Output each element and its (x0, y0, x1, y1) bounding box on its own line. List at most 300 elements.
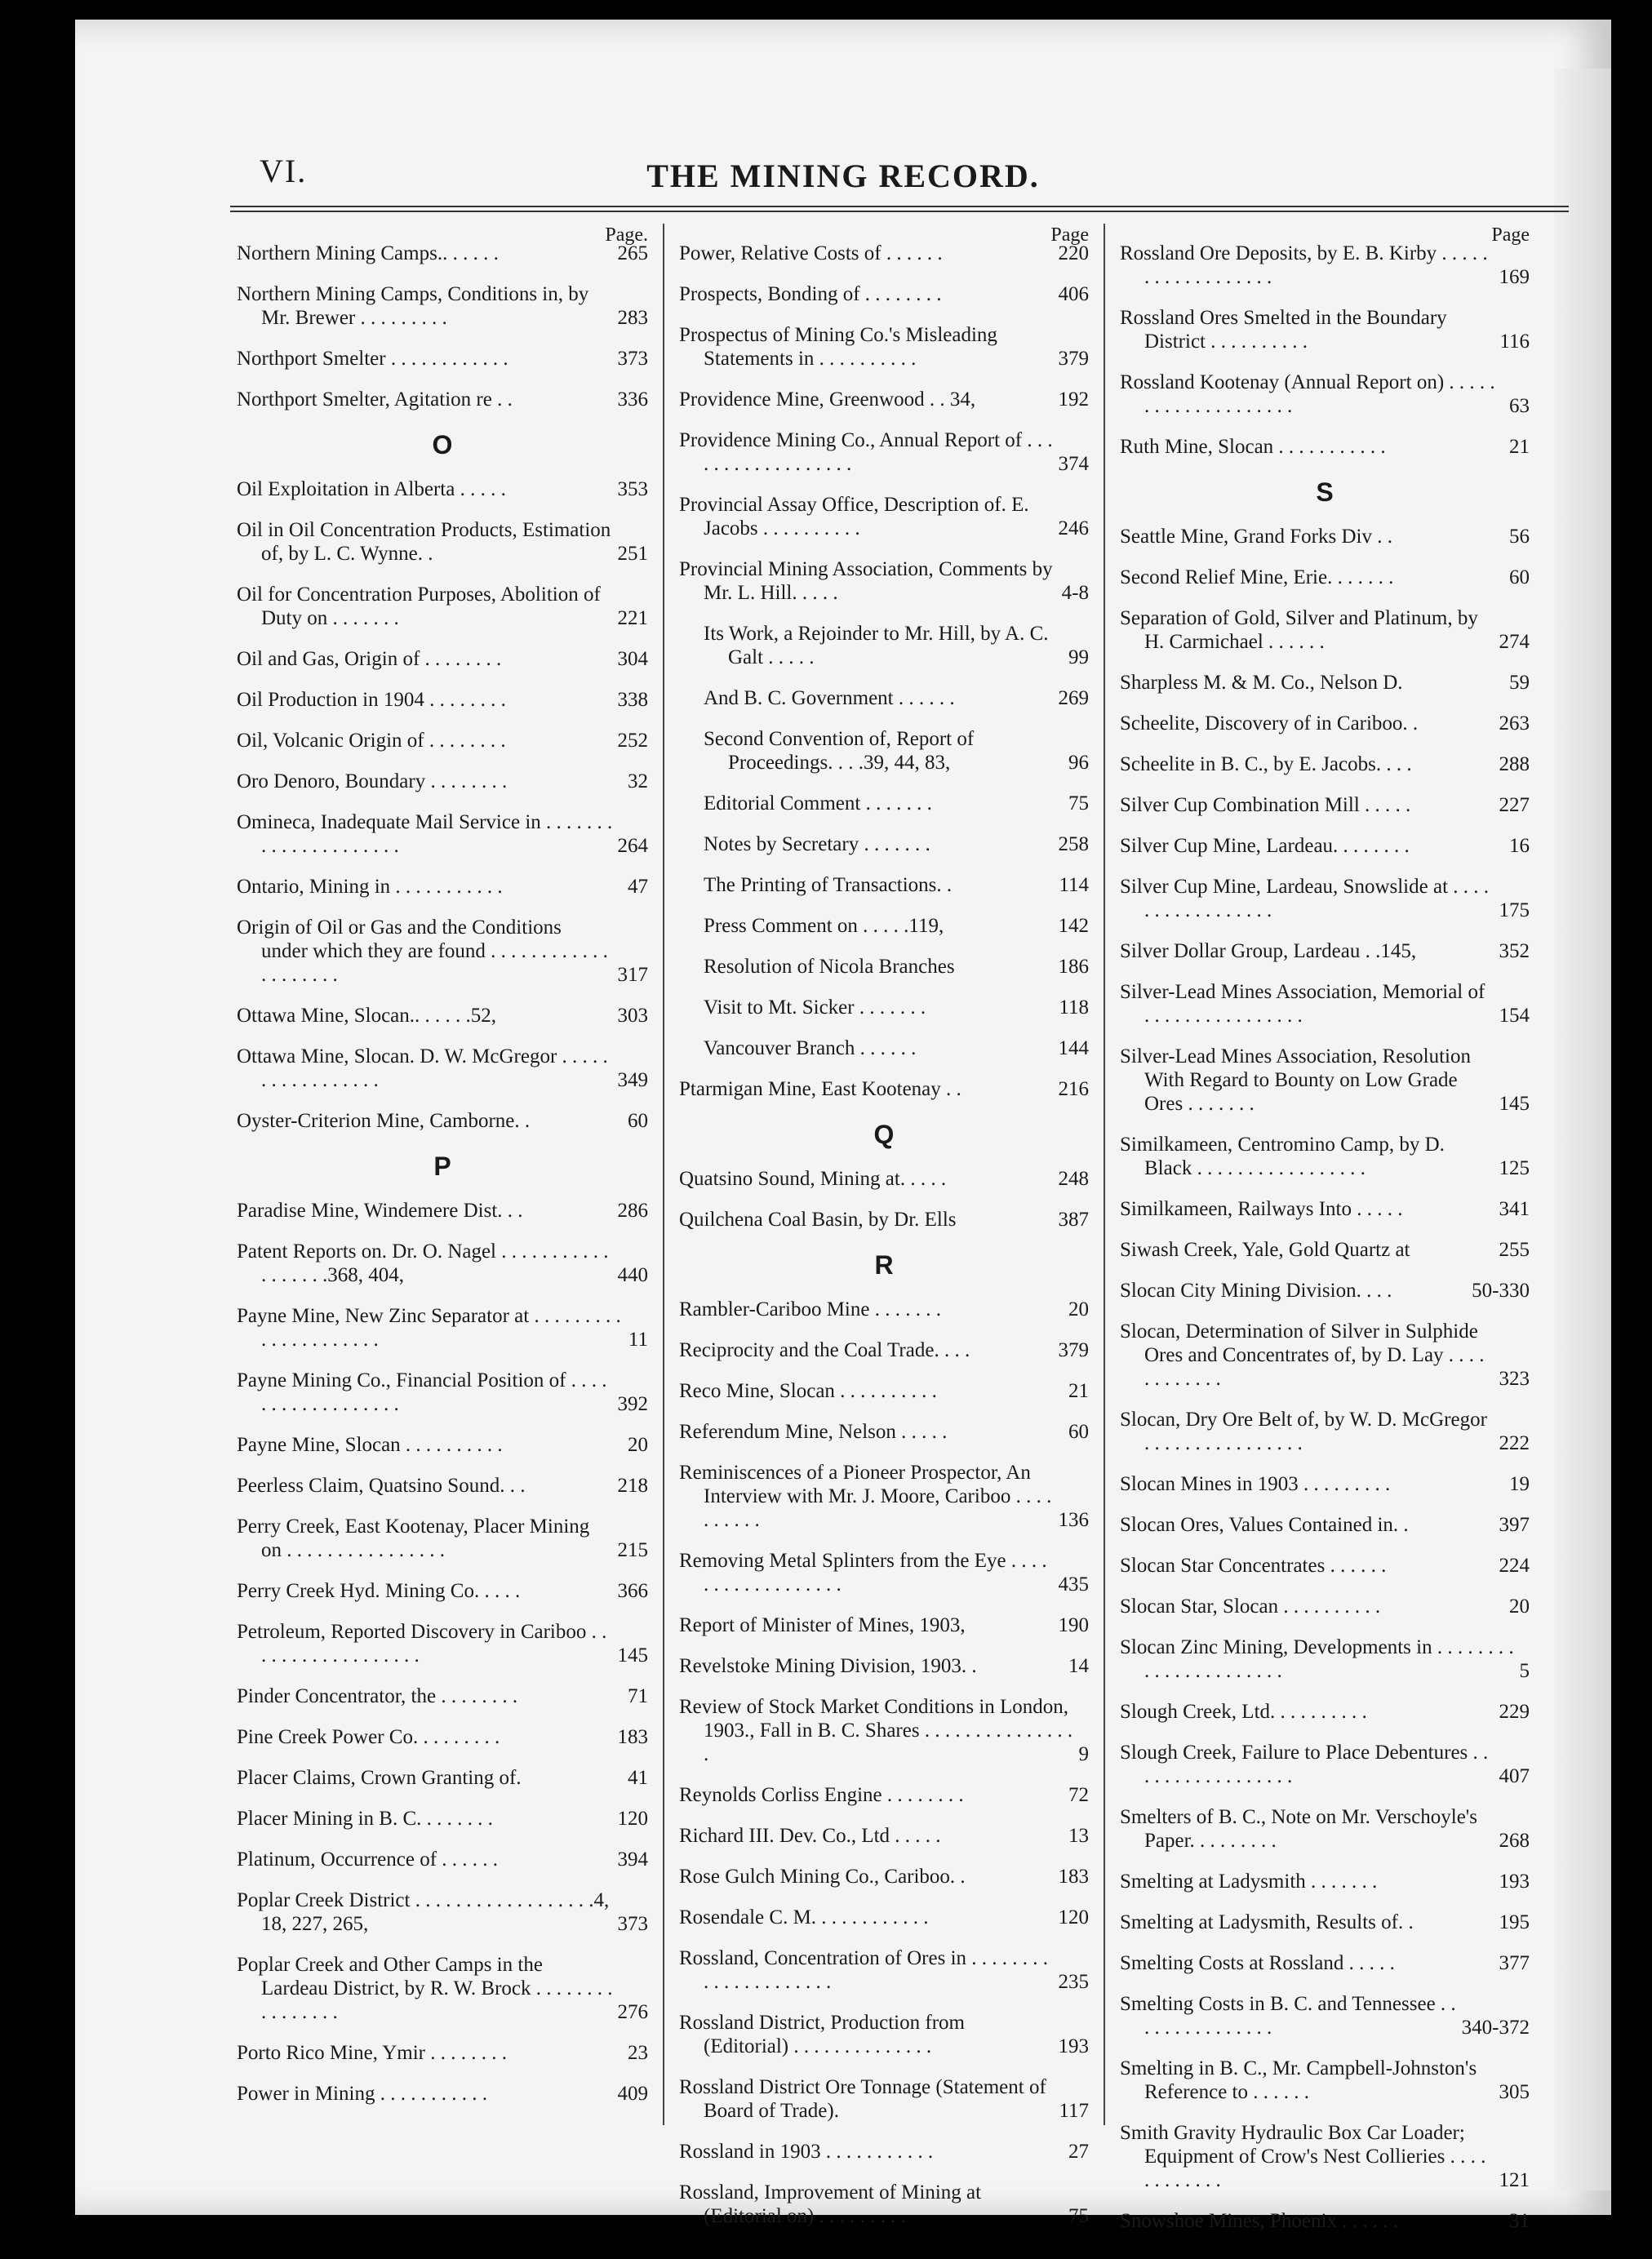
entry-title: Siwash Creek, Yale, Gold Quartz at (1120, 1239, 1410, 1261)
entry-title: Similkameen, Railways Into . . . . . (1120, 1198, 1403, 1220)
entry-title: Scheelite in B. C., by E. Jacobs. . . . (1120, 753, 1412, 775)
entry-page-number: 248 (1058, 1168, 1089, 1190)
index-entry (237, 1515, 648, 1562)
entry-page-number: 117 (1059, 2100, 1089, 2122)
index-entry (679, 1654, 1089, 1678)
entry-title: Revelstoke Mining Division, 1903. . (679, 1655, 977, 1677)
entry-title: Rossland District Ore Tonnage (Statement of Board of Trade). (679, 2076, 1046, 2122)
entry-page-number: 11 (628, 1329, 648, 1351)
index-entry (1120, 371, 1530, 418)
entry-title: Silver Cup Mine, Lardeau, Snowslide at . . . . . . . . . . . . . . . . . (1120, 876, 1490, 921)
entry-page-number: 246 (1058, 517, 1089, 539)
entry-page-number: 154 (1499, 1005, 1530, 1027)
index-entry (679, 1077, 1089, 1101)
entry-page-number: 60 (1068, 1421, 1089, 1443)
index-entry (679, 1461, 1089, 1532)
index-entry (1120, 712, 1530, 735)
index-entry (237, 1848, 648, 1871)
entry-page-number: 340-372 (1461, 2017, 1530, 2039)
index-entry (1120, 435, 1530, 459)
index-entry (237, 770, 648, 793)
index-entry (1120, 2209, 1530, 2233)
index-subentry (679, 832, 1089, 856)
index-entry (1120, 1045, 1530, 1116)
entry-page-number: 220 (1058, 242, 1089, 264)
entry-title: Reynolds Corliss Engine . . . . . . . . (679, 1784, 964, 1806)
entry-title: Perry Creek Hyd. Mining Co. . . . . (237, 1580, 521, 1602)
index-entry (679, 2011, 1089, 2058)
index-entry (1120, 834, 1530, 858)
entry-title: Sharpless M. & M. Co., Nelson D. (1120, 672, 1403, 694)
entry-page-number: 192 (1058, 388, 1089, 411)
entry-title: Patent Reports on. Dr. O. Nagel . . . . . . . . . . . . . . . . . .368, 404, (237, 1240, 609, 1286)
entry-page-number: 5 (1519, 1660, 1530, 1682)
entry-title: Rossland District, Production from (Editorial) . . . . . . . . . . . . . . (679, 2012, 965, 2057)
entry-title: Ontario, Mining in . . . . . . . . . . . (237, 876, 503, 898)
index-entry (1120, 1992, 1530, 2039)
entry-page-number: 258 (1058, 833, 1089, 855)
index-entry (679, 1167, 1089, 1191)
entry-title: Smelters of B. C., Note on Mr. Verschoyle's Paper. . . . . . . . . (1120, 1806, 1478, 1852)
index-entry (1120, 1279, 1530, 1303)
entry-title: Petroleum, Reported Discovery in Cariboo . . . . . . . . . . . . . . . . . . (237, 1621, 607, 1667)
entry-page-number: 274 (1499, 631, 1530, 653)
entry-page-number: 31 (1509, 2210, 1530, 2232)
entry-page-number: 235 (1058, 1971, 1089, 1993)
index-entry (1120, 793, 1530, 817)
entry-title: Power in Mining . . . . . . . . . . . (237, 2083, 487, 2105)
index-entry (237, 2082, 648, 2106)
index-subentry (679, 727, 1089, 774)
entry-page-number: 16 (1509, 835, 1530, 857)
entry-page-number: 394 (617, 1848, 648, 1871)
entry-title: Silver Cup Mine, Lardeau. . . . . . . . (1120, 835, 1410, 857)
section-letter: Q (873, 1120, 895, 1149)
index-entry (237, 1304, 648, 1351)
running-title: THE MINING RECORD. (646, 158, 1040, 194)
entry-title: Second Relief Mine, Erie. . . . . . . (1120, 566, 1394, 588)
index-entry (679, 242, 1089, 265)
index-entry (1120, 1133, 1530, 1180)
entry-title: Payne Mine, Slocan . . . . . . . . . . (237, 1434, 503, 1456)
entry-page-number: 222 (1499, 1432, 1530, 1454)
index-entry (679, 282, 1089, 306)
entry-page-number: 286 (617, 1200, 648, 1222)
index-entry (679, 1298, 1089, 1321)
index-entry (237, 1620, 648, 1667)
index-subentry (679, 792, 1089, 815)
entry-title: Review of Stock Market Conditions in London, 1903., Fall in B. C. Shares . . . . . . . . . . . . . . . . (679, 1696, 1073, 1765)
index-entry (1120, 566, 1530, 589)
index-entry (679, 1783, 1089, 1807)
index-entry (237, 1766, 648, 1790)
entry-title: Rossland Ores Smelted in the Boundary District . . . . . . . . . . (1120, 307, 1447, 353)
entry-page-number: 125 (1499, 1157, 1530, 1179)
entry-page-number: 349 (617, 1069, 648, 1091)
entry-page-number: 120 (1058, 1906, 1089, 1928)
entry-page-number: 99 (1068, 646, 1089, 668)
entry-page-number: 251 (617, 543, 648, 565)
entry-page-number: 23 (628, 2042, 648, 2064)
index-entry (237, 1953, 648, 2024)
entry-page-number: 14 (1068, 1655, 1089, 1677)
index-entry (237, 875, 648, 899)
page-column-label: Page (1050, 224, 1089, 246)
index-entry (679, 2075, 1089, 2123)
entry-title: Platinum, Occurrence of . . . . . . (237, 1848, 499, 1871)
index-entry (237, 242, 648, 265)
index-entry (1120, 242, 1530, 289)
entry-page-number: 21 (1509, 436, 1530, 458)
index-entry (1120, 1408, 1530, 1455)
entry-page-number: 373 (617, 1913, 648, 1935)
entry-title: Snowshoe Mines, Phoenix . . . . . . (1120, 2210, 1398, 2232)
entry-title: Provincial Mining Association, Comments by Mr. L. Hill. . . . . (679, 558, 1053, 604)
index-entry (679, 1946, 1089, 1994)
entry-title: Rossland, Concentration of Ores in . . . . . . . . . . . . . . . . . . . . . (679, 1947, 1049, 1993)
entry-page-number: 59 (1509, 672, 1530, 694)
entry-title: Ottawa Mine, Slocan. D. W. McGregor . . . . . . . . . . . . . . . . . (237, 1045, 608, 1091)
index-entry (237, 2041, 648, 2065)
entry-page-number: 353 (617, 478, 648, 500)
index-subentry (679, 955, 1089, 979)
entry-page-number: 215 (617, 1539, 648, 1561)
index-entry (237, 1433, 648, 1457)
entry-title: Referendum Mine, Nelson . . . . . (679, 1421, 948, 1443)
entry-page-number: 20 (628, 1434, 648, 1456)
index-column-1 (222, 224, 663, 2125)
index-entry (1120, 1238, 1530, 1262)
entry-title: Oil for Concentration Purposes, Abolition of Duty on . . . . . . . (237, 584, 601, 629)
entry-title: Prospects, Bonding of . . . . . . . . (679, 283, 942, 305)
entry-title: Ruth Mine, Slocan . . . . . . . . . . . (1120, 436, 1386, 458)
index-entry (237, 1199, 648, 1223)
index-entry (237, 1684, 648, 1708)
entry-page-number: 379 (1058, 1339, 1089, 1361)
entry-page-number: 190 (1058, 1614, 1089, 1636)
entry-page-number: 317 (617, 964, 648, 986)
index-entry (679, 1865, 1089, 1888)
entry-page-number: 145 (617, 1644, 648, 1667)
index-columns (222, 224, 1577, 2232)
entry-title: Removing Metal Splinters from the Eye . . . . . . . . . . . . . . . . . . (679, 1550, 1047, 1596)
index-entry (237, 518, 648, 566)
entry-page-number: 20 (1509, 1596, 1530, 1618)
entry-title: Oil Production in 1904 . . . . . . . . (237, 689, 506, 711)
index-entry (1120, 1197, 1530, 1221)
index-entry (1120, 980, 1530, 1027)
index-subentry (679, 686, 1089, 710)
entry-page-number: 75 (1068, 2205, 1089, 2227)
section-letter: O (432, 430, 453, 459)
page-header (75, 142, 1611, 207)
index-entry (679, 2140, 1089, 2164)
entry-page-number: 283 (617, 307, 648, 329)
entry-page-number: 63 (1509, 395, 1530, 417)
index-entry (237, 347, 648, 371)
entry-page-number: 21 (1068, 1380, 1089, 1402)
entry-title: Smelting in B. C., Mr. Campbell-Johnston's Reference to . . . . . . (1120, 2057, 1477, 2103)
entry-title: Slocan City Mining Division. . . . (1120, 1280, 1392, 1302)
index-entry (237, 1240, 648, 1287)
entry-page-number: 218 (617, 1475, 648, 1497)
index-entry (679, 323, 1089, 371)
entry-title: Paradise Mine, Windemere Dist. . . (237, 1200, 523, 1222)
entry-page-number: 379 (1058, 348, 1089, 370)
entry-page-number: 47 (628, 876, 648, 898)
entry-title: Silver Cup Combination Mill . . . . . (1120, 794, 1411, 816)
entry-page-number: 96 (1068, 752, 1089, 774)
entry-page-number: 252 (617, 730, 648, 752)
entry-title: Slocan Star Concentrates . . . . . . (1120, 1555, 1387, 1577)
entry-title: Reco Mine, Slocan . . . . . . . . . . (679, 1380, 937, 1402)
entry-title: Editorial Comment . . . . . . . (704, 792, 932, 814)
entry-page-number: 269 (1058, 687, 1089, 709)
index-subentry (679, 914, 1089, 938)
entry-page-number: 409 (617, 2083, 648, 2105)
section-letter: P (433, 1152, 451, 1181)
index-entry (679, 1338, 1089, 1362)
index-entry (1120, 1635, 1530, 1683)
entry-title: Oil, Volcanic Origin of . . . . . . . . (237, 730, 506, 752)
entry-title: Pinder Concentrator, the . . . . . . . . (237, 1685, 518, 1707)
entry-title: Perry Creek, East Kootenay, Placer Mining on . . . . . . . . . . . . . . . . (237, 1516, 590, 1561)
entry-page-number: 288 (1499, 753, 1530, 775)
index-entry (237, 583, 648, 630)
entry-title: The Printing of Transactions. . (704, 874, 953, 896)
entry-title: Slocan Zinc Mining, Developments in . . . . . . . . . . . . . . . . . . . . . . (1120, 1636, 1514, 1682)
index-subentry (679, 622, 1089, 669)
entry-title: Smelting Costs at Rossland . . . . . (1120, 1952, 1395, 1974)
entry-title: Oyster-Criterion Mine, Camborne. . (237, 1110, 531, 1132)
entry-title: Scheelite, Discovery of in Cariboo. . (1120, 712, 1419, 735)
index-entry (1120, 1951, 1530, 1975)
entry-page-number: 13 (1068, 1825, 1089, 1847)
entry-page-number: 323 (1499, 1368, 1530, 1390)
index-entry (1120, 525, 1530, 548)
entry-title: Notes by Secretary . . . . . . . (704, 833, 930, 855)
index-entry (679, 388, 1089, 411)
index-entry (237, 1369, 648, 1416)
entry-title: Quatsino Sound, Mining at. . . . . (679, 1168, 947, 1190)
index-entry (1120, 306, 1530, 353)
entry-title: Richard III. Dev. Co., Ltd . . . . . (679, 1825, 941, 1847)
entry-title: Silver Dollar Group, Lardeau . .145, (1120, 940, 1417, 962)
entry-title: Report of Minister of Mines, 1903, (679, 1614, 966, 1636)
entry-title: Oil in Oil Concentration Products, Estimation of, by L. C. Wynne. . (237, 519, 611, 565)
index-entry (237, 688, 648, 712)
entry-page-number: 276 (617, 2001, 648, 2023)
entry-title: Provincial Assay Office, Description of. E. Jacobs . . . . . . . . . . (679, 494, 1029, 539)
index-entry (679, 557, 1089, 605)
index-entry (679, 1906, 1089, 1929)
index-entry (237, 1807, 648, 1831)
entry-page-number: 303 (617, 1005, 648, 1027)
entry-title: Poplar Creek and Other Camps in the Lardeau District, by R. W. Brock . . . . . . . . . . . . . . . . (237, 1954, 613, 2023)
entry-page-number: 116 (1499, 331, 1530, 353)
entry-title: Providence Mining Co., Annual Report of . . . . . . . . . . . . . . . . . . (679, 429, 1053, 475)
entry-page-number: 71 (628, 1685, 648, 1707)
index-entry (679, 1824, 1089, 1848)
entry-page-number: 338 (617, 689, 648, 711)
entry-title: Seattle Mine, Grand Forks Div . . (1120, 526, 1392, 548)
entry-title: And B. C. Government . . . . . . (704, 687, 955, 709)
entry-page-number: 224 (1499, 1555, 1530, 1577)
entry-page-number: 4-8 (1061, 582, 1089, 604)
index-column-2 (663, 224, 1104, 2227)
entry-title: Rossland Kootenay (Annual Report on) . . . . . . . . . . . . . . . . . . . . (1120, 371, 1495, 417)
entry-page-number: 56 (1509, 526, 1530, 548)
entry-page-number: 392 (617, 1393, 648, 1415)
entry-title: Origin of Oil or Gas and the Conditions under which they are found . . . . . . . . . . . . . . . . . . . . (237, 916, 608, 986)
entry-title: Providence Mine, Greenwood . . 34, (679, 388, 976, 411)
entry-page-number: 255 (1499, 1239, 1530, 1261)
entry-title: Northern Mining Camps, Conditions in, by Mr. Brewer . . . . . . . . . (237, 283, 589, 329)
index-entry (237, 1109, 648, 1133)
index-entry (679, 1420, 1089, 1444)
index-entry (1120, 1870, 1530, 1893)
entry-title: Rossland, Improvement of Mining at (Editorial on) . . . . . . . . . (679, 2181, 982, 2227)
section-letter: R (874, 1250, 894, 1280)
entry-page-number: 60 (1509, 566, 1530, 588)
entry-title: Slocan Ores, Values Contained in. . (1120, 1514, 1409, 1536)
header-rule (230, 206, 1569, 212)
entry-title: Peerless Claim, Quatsino Sound. . . (237, 1475, 526, 1497)
entry-page-number: 377 (1499, 1952, 1530, 1974)
entry-title: Porto Rico Mine, Ymir . . . . . . . . (237, 2042, 508, 2064)
entry-page-number: 175 (1499, 899, 1530, 921)
index-entry (1120, 752, 1530, 776)
entry-title: Separation of Gold, Silver and Platinum, by H. Carmichael . . . . . . (1120, 607, 1478, 653)
entry-title: Press Comment on . . . . .119, (704, 915, 944, 937)
index-column-3 (1104, 224, 1544, 2232)
index-entry (1120, 1513, 1530, 1537)
entry-title: Poplar Creek District . . . . . . . . . . . . . . . . . .4, 18, 227, 265, (237, 1889, 610, 1935)
entry-page-number: 193 (1499, 1871, 1530, 1893)
index-entry (679, 1695, 1089, 1766)
entry-title: Omineca, Inadequate Mail Service in . . . . . . . . . . . . . . . . . . . . . (237, 811, 613, 857)
entry-page-number: 75 (1068, 792, 1089, 814)
index-entry (237, 388, 648, 411)
entry-page-number: 407 (1499, 1765, 1530, 1787)
entry-title: Vancouver Branch . . . . . . (704, 1037, 917, 1059)
index-entry (1120, 1911, 1530, 1934)
index-entry (237, 1725, 648, 1749)
entry-title: Slocan Star, Slocan . . . . . . . . . . (1120, 1596, 1381, 1618)
index-subentry (679, 996, 1089, 1019)
entry-page-number: 120 (617, 1808, 648, 1830)
entry-title: Rossland Ore Deposits, by E. B. Kirby . . . . . . . . . . . . . . . . . . (1120, 242, 1488, 288)
entry-title: Second Convention of, Report of Proceedings. . . .39, 44, 83, (704, 728, 975, 774)
entry-page-number: 41 (628, 1767, 648, 1789)
entry-title: Payne Mine, New Zinc Separator at . . . . . . . . . . . . . . . . . . . . . (237, 1305, 621, 1351)
entry-title: Rose Gulch Mining Co., Cariboo. . (679, 1866, 966, 1888)
entry-title: Rambler-Cariboo Mine . . . . . . . (679, 1298, 941, 1320)
entry-page-number: 142 (1058, 915, 1089, 937)
page-column-label: Page. (605, 224, 648, 246)
entry-page-number: 19 (1509, 1473, 1530, 1495)
entry-page-number: 352 (1499, 940, 1530, 962)
index-entry (1120, 1741, 1530, 1788)
entry-title: Prospectus of Mining Co.'s Misleading Statements in . . . . . . . . . . (679, 324, 997, 370)
entry-title: Slocan Mines in 1903 . . . . . . . . . (1120, 1473, 1391, 1495)
entry-page-number: 406 (1058, 283, 1089, 305)
entry-title: Silver-Lead Mines Association, Resolution With Regard to Bounty on Low Grade Ores . . . . . . . (1120, 1045, 1472, 1115)
index-entry (679, 1379, 1089, 1403)
entry-page-number: 136 (1058, 1509, 1089, 1531)
entry-title: Oil and Gas, Origin of . . . . . . . . (237, 648, 502, 670)
entry-page-number: 336 (617, 388, 648, 411)
entry-title: Slocan, Determination of Silver in Sulphide Ores and Concentrates of, by D. Lay . . . . . . . . . . . . (1120, 1320, 1485, 1390)
entry-title: Slough Creek, Failure to Place Debentures . . . . . . . . . . . . . . . . . (1120, 1742, 1489, 1787)
index-entry (1120, 1805, 1530, 1853)
entry-title: Payne Mining Co., Financial Position of . . . . . . . . . . . . . . . . . . (237, 1369, 607, 1415)
index-entry (237, 729, 648, 752)
index-entry (1120, 2057, 1530, 2104)
entry-title: Silver-Lead Mines Association, Memorial of . . . . . . . . . . . . . . . . (1120, 981, 1485, 1027)
entry-title: Oro Denoro, Boundary . . . . . . . . (237, 770, 508, 792)
entry-page-number: 195 (1499, 1911, 1530, 1933)
entry-title: Its Work, a Rejoinder to Mr. Hill, by A. C. Galt . . . . . (704, 623, 1049, 668)
entry-title: Ottawa Mine, Slocan.. . . . . .52, (237, 1005, 497, 1027)
entry-title: Pine Creek Power Co. . . . . . . . . (237, 1726, 500, 1748)
entry-page-number: 397 (1499, 1514, 1530, 1536)
index-entry (1120, 1472, 1530, 1496)
entry-title: Placer Claims, Crown Granting of. (237, 1767, 522, 1789)
index-entry (237, 1474, 648, 1498)
entry-title: Rossland in 1903 . . . . . . . . . . . (679, 2141, 934, 2163)
index-entry (237, 916, 648, 987)
entry-page-number: 229 (1499, 1701, 1530, 1723)
entry-page-number: 341 (1499, 1198, 1530, 1220)
entry-title: Northern Mining Camps.. . . . . . (237, 242, 499, 264)
index-entry (237, 1579, 648, 1603)
entry-title: Similkameen, Centromino Camp, by D. Black . . . . . . . . . . . . . . . . . (1120, 1134, 1445, 1179)
index-entry (237, 647, 648, 671)
index-entry (237, 1888, 648, 1936)
index-entry (1120, 1554, 1530, 1578)
entry-title: Northport Smelter . . . . . . . . . . . . (237, 348, 508, 370)
entry-title: Smelting at Ladysmith . . . . . . . (1120, 1871, 1378, 1893)
index-entry (237, 1004, 648, 1027)
entry-title: Ptarmigan Mine, East Kootenay . . (679, 1078, 961, 1100)
page-number: VI. (260, 153, 308, 189)
index-entry (679, 428, 1089, 476)
entry-page-number: 440 (617, 1264, 648, 1286)
entry-title: Smelting Costs in B. C. and Tennessee . . . . . . . . . . . . . . . (1120, 1993, 1456, 2039)
entry-page-number: 118 (1059, 996, 1089, 1019)
entry-title: Resolution of Nicola Branches (704, 956, 955, 978)
entry-page-number: 268 (1499, 1830, 1530, 1852)
entry-page-number: 32 (628, 770, 648, 792)
entry-page-number: 387 (1058, 1209, 1089, 1231)
index-entry (1120, 2121, 1530, 2192)
entry-title: Northport Smelter, Agitation re . . (237, 388, 513, 411)
index-entry (1120, 1595, 1530, 1618)
entry-page-number: 216 (1058, 1078, 1089, 1100)
entry-page-number: 373 (617, 348, 648, 370)
entry-title: Slocan, Dry Ore Belt of, by W. D. McGregor . . . . . . . . . . . . . . . . (1120, 1409, 1487, 1454)
entry-page-number: 263 (1499, 712, 1530, 735)
entry-page-number: 50-330 (1472, 1280, 1530, 1302)
document-page (75, 20, 1611, 2232)
entry-title: Slough Creek, Ltd. . . . . . . . . . (1120, 1701, 1367, 1723)
index-entry (1120, 1320, 1530, 1391)
entry-page-number: 366 (617, 1580, 648, 1602)
entry-page-number: 264 (617, 835, 648, 857)
entry-title: Smith Gravity Hydraulic Box Car Loader; Equipment of Crow's Nest Collieries . . . . . . . . . . . . (1120, 2122, 1486, 2191)
index-entry (679, 493, 1089, 540)
